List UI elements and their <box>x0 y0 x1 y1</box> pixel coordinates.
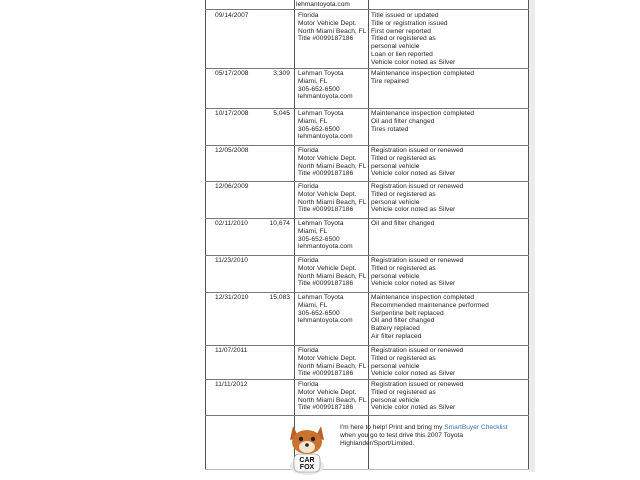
record-source-line: lehmantoyota.com <box>298 243 353 251</box>
record-source-line: Motor Vehicle Dept. <box>298 264 357 272</box>
record-source-line: Miami, FL <box>298 227 328 235</box>
record-source-line: 305-652-6500 <box>298 85 340 93</box>
record-source-line: Florida <box>298 381 319 388</box>
record-source <box>298 220 353 251</box>
record-comments-line: Title or registration issued <box>371 19 448 27</box>
record-mileage: 10,674 <box>269 220 290 227</box>
record-source-line: North Miami Beach, FL <box>298 27 367 35</box>
record-source-line: 305-652-6500 <box>298 309 340 317</box>
record-source-line: Miami, FL <box>298 77 328 85</box>
record-source-line: Title #0099187186 <box>298 206 354 214</box>
page-bottom-edge <box>205 469 529 470</box>
record-comments-line: Vehicle color noted as Silver <box>371 404 456 412</box>
record-mileage: 3,309 <box>273 70 290 77</box>
record-source-line: North Miami Beach, FL <box>298 272 367 280</box>
record-comments-line: personal vehicle <box>371 198 420 206</box>
record-source-line: Title #0099187186 <box>298 370 354 378</box>
record-source-line: Florida <box>298 257 319 264</box>
record-comments-line: personal vehicle <box>371 162 420 170</box>
record-comments-line: Vehicle color noted as Silver <box>371 206 456 214</box>
record-source-line: North Miami Beach, FL <box>298 362 367 370</box>
row-divider <box>205 9 529 10</box>
page-shadow <box>529 0 535 472</box>
record-comments <box>371 183 463 214</box>
record-date: 05/17/2008 <box>215 70 249 77</box>
record-source-line: Motor Vehicle Dept. <box>298 154 357 162</box>
record-source-line: Motor Vehicle Dept. <box>298 19 357 27</box>
record-source-line: Lehman Toyota <box>298 110 344 117</box>
record-source <box>298 70 353 101</box>
record-date: 09/14/2007 <box>215 12 249 19</box>
record-source-line: Florida <box>298 12 319 19</box>
record-comments-line: Air filter replaced <box>371 332 422 340</box>
record-comments-line: Serpentine belt replaced <box>371 309 444 317</box>
record-source-line: Motor Vehicle Dept. <box>298 388 357 396</box>
record-source-line: Florida <box>298 147 319 154</box>
record-source-line: 305-652-6500 <box>298 235 340 243</box>
record-comments <box>371 220 434 228</box>
record-comments-line: Recommended maintenance performed <box>371 301 489 309</box>
record-source-line: Motor Vehicle Dept. <box>298 354 357 362</box>
record-date: 12/05/2008 <box>215 147 249 154</box>
record-comments-line: personal vehicle <box>371 362 420 370</box>
smartbuyer-checklist-link[interactable]: SmartBuyer Checklist <box>444 424 508 431</box>
record-source-line: North Miami Beach, FL <box>298 162 367 170</box>
record-date: 11/07/2011 <box>215 347 248 354</box>
record-comments-line: Vehicle color noted as Silver <box>371 280 456 288</box>
row-divider <box>205 255 529 256</box>
record-comments-line: Titled or registered as <box>371 388 436 396</box>
record-source-line: Lehman Toyota <box>298 220 344 227</box>
record-date: 10/17/2008 <box>215 110 249 117</box>
record-source-line: Motor Vehicle Dept. <box>298 190 357 198</box>
carfox-logo-bottom: FOX <box>299 464 315 471</box>
record-source <box>298 381 366 412</box>
carfox-mascot-icon <box>282 418 332 476</box>
row-divider <box>205 415 529 416</box>
row-divider <box>205 379 529 380</box>
record-comments-line: Registration issued or renewed <box>371 347 464 354</box>
record-comments-line: Vehicle color noted as Silver <box>371 170 456 178</box>
record-source-line: Title #0099187186 <box>298 35 354 43</box>
table-left-border <box>205 0 206 470</box>
record-comments <box>371 347 463 378</box>
record-source-line: lehmantoyota.com <box>298 317 353 325</box>
record-date: 11/11/2012 <box>215 381 248 388</box>
record-comments-line: personal vehicle <box>371 43 420 51</box>
record-source-line: Lehman Toyota <box>298 294 344 301</box>
record-comments-line: Maintenance inspection completed <box>371 294 475 301</box>
record-comments-line: Titled or registered as <box>371 354 436 362</box>
record-comments-line: Titled or registered as <box>371 154 436 162</box>
record-comments-line: Maintenance inspection completed <box>371 70 475 77</box>
record-source <box>298 12 366 43</box>
record-source-line: Florida <box>298 183 319 190</box>
row-divider <box>205 108 529 109</box>
record-source <box>298 147 366 178</box>
record-comments-line: First owner reported <box>371 27 431 35</box>
record-comments-line: Loan or lien reported <box>371 50 433 58</box>
record-mileage: 5,045 <box>273 110 290 117</box>
row-divider <box>205 292 529 293</box>
row-divider <box>205 145 529 146</box>
row-divider <box>205 345 529 346</box>
record-comments-line: Oil and filter changed <box>371 317 435 325</box>
record-comments-line: Registration issued or renewed <box>371 183 464 190</box>
record-source-line: lehmantoyota.com <box>298 133 353 141</box>
record-source <box>298 294 353 325</box>
record-source-line: Miami, FL <box>298 117 328 125</box>
row-divider <box>205 68 529 69</box>
record-comments-line: personal vehicle <box>371 396 420 404</box>
record-comments <box>371 381 463 412</box>
promo-line-3: Highlander/Sport/Limited. <box>340 440 415 447</box>
record-comments-line: Titled or registered as <box>371 264 436 272</box>
record-comments-line: personal vehicle <box>371 272 420 280</box>
record-comments <box>371 257 463 288</box>
table-right-border <box>528 0 529 470</box>
record-comments-line: Registration issued or renewed <box>371 147 464 154</box>
record-comments-line: Vehicle color noted as Silver <box>371 58 456 66</box>
row-divider <box>205 181 529 182</box>
record-source <box>298 183 366 214</box>
record-date: 12/31/2010 <box>215 294 249 301</box>
record-comments <box>371 70 474 86</box>
row-divider <box>205 218 529 219</box>
record-source-line: Title #0099187186 <box>298 404 354 412</box>
promo-line-2: when you go to test drive this 2007 Toyota <box>340 432 464 439</box>
record-date: 12/06/2009 <box>215 183 249 190</box>
record-date: 11/23/2010 <box>215 257 249 264</box>
record-comments-line: Vehicle color noted as Silver <box>371 370 456 378</box>
column-divider-comments <box>368 0 369 470</box>
record-source-line: Miami, FL <box>298 301 328 309</box>
record-comments <box>371 12 455 67</box>
record-source-line: North Miami Beach, FL <box>298 396 367 404</box>
record-comments <box>371 110 474 133</box>
record-comments-line: Maintenance inspection completed <box>371 110 475 117</box>
record-comments <box>371 147 463 178</box>
record-comments-line: Titled or registered as <box>371 35 436 43</box>
smartbuyer-promo <box>340 424 520 448</box>
record-comments-line: Oil and filter changed <box>371 220 435 227</box>
record-mileage: 15,083 <box>269 294 290 301</box>
previous-record-fragment: lehmantoyota.com <box>296 1 350 8</box>
column-divider-source <box>294 0 295 470</box>
record-source <box>298 257 366 288</box>
record-source-line: Florida <box>298 347 319 354</box>
record-comments-line: Tires rotated <box>371 125 409 133</box>
record-source-line: Title #0099187186 <box>298 280 354 288</box>
record-source-line: North Miami Beach, FL <box>298 198 367 206</box>
record-source-line: Title #0099187186 <box>298 170 354 178</box>
promo-text: I'm here to help! Print and bring my <box>340 424 445 431</box>
record-comments-line: Tire repaired <box>371 77 409 85</box>
record-comments-line: Titled or registered as <box>371 190 436 198</box>
record-source-line: lehmantoyota.com <box>298 93 353 101</box>
record-source <box>298 110 353 141</box>
record-source-line: Lehman Toyota <box>298 70 344 77</box>
record-date: 02/11/2010 <box>215 220 249 227</box>
carfox-logo-top: CAR <box>299 457 315 464</box>
record-source-line: 305-652-6500 <box>298 125 340 133</box>
record-source <box>298 347 366 378</box>
record-comments <box>371 294 489 341</box>
record-comments-line: Oil and filter changed <box>371 117 435 125</box>
record-comments-line: Registration issued or renewed <box>371 381 464 388</box>
record-comments-line: Registration issued or renewed <box>371 257 464 264</box>
record-comments-line: Title issued or updated <box>371 12 439 19</box>
record-comments-line: Battery replaced <box>371 325 420 333</box>
